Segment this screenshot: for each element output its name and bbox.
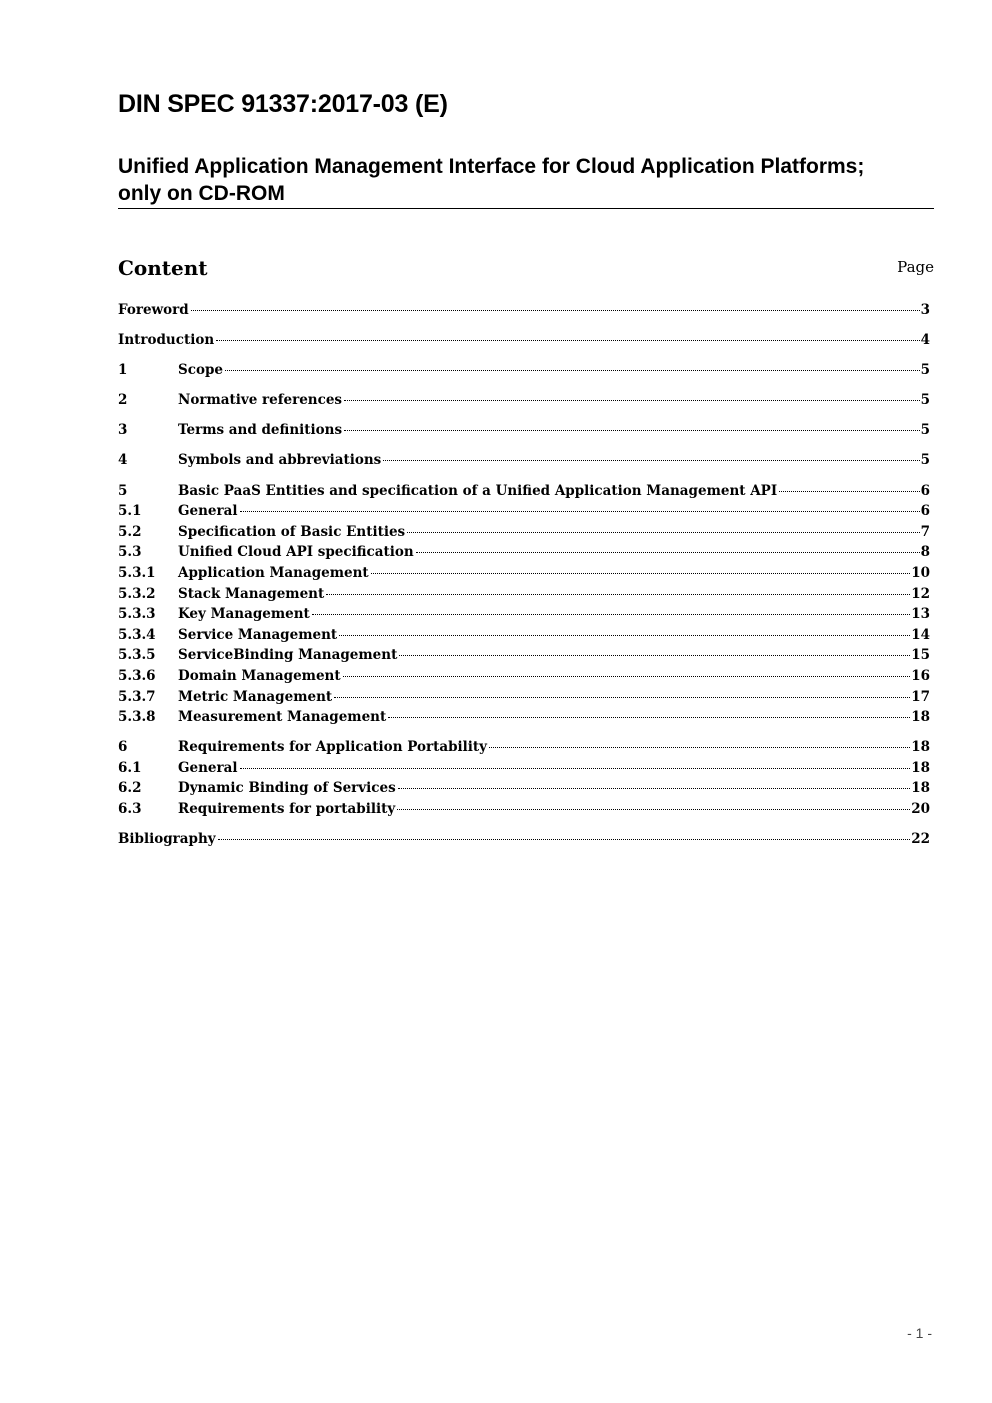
toc-entry[interactable] <box>118 707 930 728</box>
toc-entry-title[interactable]: Scope <box>178 362 224 379</box>
toc-dot-leader <box>383 459 919 461</box>
toc-entry-page[interactable]: 17 <box>911 688 930 705</box>
toc-dot-leader <box>344 429 920 431</box>
document-title-line-2: only on CD-ROM <box>118 182 285 205</box>
toc-dot-leader <box>240 510 920 512</box>
toc-entry-page[interactable]: 15 <box>911 647 930 664</box>
toc-dot-leader <box>344 399 920 401</box>
toc-entry[interactable] <box>118 522 930 543</box>
toc-dot-leader <box>398 787 911 789</box>
toc-entry-page[interactable]: 10 <box>911 564 930 581</box>
toc-entry-page[interactable]: 16 <box>911 667 930 684</box>
toc-entry-title[interactable]: Measurement Management <box>178 709 387 726</box>
toc-entry-title[interactable]: Introduction <box>118 332 215 349</box>
toc-entry-page[interactable]: 18 <box>911 739 930 756</box>
toc-entry-title[interactable]: Key Management <box>178 606 310 623</box>
toc-entry[interactable] <box>118 390 930 411</box>
toc-dot-leader <box>334 696 910 698</box>
toc-entry-title[interactable]: General <box>178 503 238 520</box>
toc-entry[interactable] <box>118 481 930 502</box>
toc-dot-leader <box>312 613 910 615</box>
toc-entry-page[interactable]: 7 <box>920 523 930 540</box>
toc-entry-title[interactable]: Service Management <box>178 626 338 643</box>
toc-entry-number: 6.2 <box>118 780 142 797</box>
toc-dot-leader <box>399 654 910 656</box>
toc-entry-page[interactable]: 13 <box>911 606 930 623</box>
toc-entry-number: 6 <box>118 739 128 756</box>
toc-entry-title[interactable]: Metric Management <box>178 688 333 705</box>
toc-entry-page[interactable]: 6 <box>920 503 930 520</box>
toc-dot-leader <box>240 767 911 769</box>
toc-dot-leader <box>339 634 910 636</box>
toc-entry-number: 6.3 <box>118 800 142 817</box>
toc-dot-leader <box>388 716 910 718</box>
toc-entry[interactable] <box>118 584 930 605</box>
toc-entry[interactable] <box>118 666 930 687</box>
toc-heading: Content <box>118 256 208 280</box>
toc-entry[interactable] <box>118 829 930 850</box>
toc-entry-title[interactable]: Unified Cloud API specification <box>178 544 414 561</box>
toc-entry-title[interactable]: Bibliography <box>118 831 216 848</box>
toc-entry-title[interactable]: Requirements for Application Portability <box>178 739 487 756</box>
toc-entry[interactable] <box>118 778 930 799</box>
toc-entry-number: 5.1 <box>118 503 142 520</box>
toc-entry-number: 5.3.7 <box>118 688 156 705</box>
toc-entry[interactable] <box>118 450 930 471</box>
toc-entry-number: 2 <box>118 392 128 409</box>
toc-entry[interactable] <box>118 645 930 666</box>
toc-entry-page[interactable]: 18 <box>911 780 930 797</box>
toc-entry[interactable] <box>118 799 930 820</box>
toc-entry[interactable] <box>118 330 930 351</box>
toc-entry-page[interactable]: 5 <box>920 362 930 379</box>
toc-entry[interactable] <box>118 758 930 779</box>
toc-entry-title[interactable]: Dynamic Binding of Services <box>178 780 396 797</box>
toc-entry-title[interactable]: ServiceBinding Management <box>178 647 398 664</box>
toc-entry-title[interactable]: Domain Management <box>178 667 341 684</box>
toc-dot-leader <box>191 309 920 311</box>
toc-entry-page[interactable]: 5 <box>920 452 930 469</box>
toc-entry-number: 5.3.4 <box>118 626 156 643</box>
toc-entry-number: 5.3.6 <box>118 667 156 684</box>
toc-entry-page[interactable]: 18 <box>911 709 930 726</box>
toc-entry-page[interactable]: 5 <box>920 392 930 409</box>
toc-entry-title[interactable]: Stack Management <box>178 585 325 602</box>
toc-entry-number: 6.1 <box>118 759 142 776</box>
toc-entry-page[interactable]: 6 <box>920 482 930 499</box>
toc-dot-leader <box>397 808 910 810</box>
toc-entry-number: 5.3.1 <box>118 564 156 581</box>
toc-entry[interactable] <box>118 360 930 381</box>
toc-entry-number: 5.3.3 <box>118 606 156 623</box>
toc-entry[interactable] <box>118 300 930 321</box>
toc-dot-leader <box>371 572 911 574</box>
toc-entry-page[interactable]: 12 <box>911 585 930 602</box>
toc-entry-title[interactable]: Requirements for portability <box>178 800 396 817</box>
toc-entry-number: 5 <box>118 482 128 499</box>
toc-entry-page[interactable]: 4 <box>920 332 930 349</box>
document-title <box>118 153 934 209</box>
toc-entry-page[interactable]: 20 <box>911 800 930 817</box>
toc-entry-title[interactable]: Symbols and abbreviations <box>178 452 382 469</box>
toc-entry[interactable] <box>118 625 930 646</box>
toc-entry-page[interactable]: 5 <box>920 422 930 439</box>
toc-entry[interactable] <box>118 604 930 625</box>
toc-entry-title[interactable]: General <box>178 759 238 776</box>
toc-dot-leader <box>326 593 910 595</box>
toc-dot-leader <box>407 531 919 533</box>
toc-page-column-label: Page <box>897 258 934 276</box>
toc-entry-page[interactable]: 18 <box>911 759 930 776</box>
toc-entry[interactable] <box>118 501 930 522</box>
toc-entry[interactable] <box>118 563 930 584</box>
toc-entry-number: 5.3.8 <box>118 709 156 726</box>
toc-entry[interactable] <box>118 687 930 708</box>
toc-dot-leader <box>216 339 919 341</box>
toc-entry[interactable] <box>118 542 930 563</box>
toc-entry-page[interactable]: 14 <box>911 626 930 643</box>
toc-dot-leader <box>343 675 911 677</box>
document-id: DIN SPEC 91337:2017-03 (E) <box>118 90 448 118</box>
toc-entry-number: 1 <box>118 362 128 379</box>
toc-entry-title[interactable]: Terms and definitions <box>178 422 343 439</box>
toc-entry-page[interactable]: 8 <box>920 544 930 561</box>
toc-entry-number: 5.3.2 <box>118 585 156 602</box>
toc-entry[interactable] <box>118 420 930 441</box>
toc-entry[interactable] <box>118 737 930 758</box>
toc-entry-title[interactable]: Basic PaaS Entities and specification of a Unified Application Management API <box>178 482 778 499</box>
toc-entry-page[interactable]: 22 <box>911 831 930 848</box>
page-number: - 1 - <box>907 1325 932 1341</box>
toc-entry-page[interactable]: 3 <box>920 302 930 318</box>
toc-entry-title[interactable]: Normative references <box>178 392 343 409</box>
toc-entry-number: 4 <box>118 452 128 469</box>
toc-entry-number: 5.2 <box>118 523 142 540</box>
toc-dot-leader <box>218 838 911 840</box>
toc-dot-leader <box>779 490 919 492</box>
toc-entry-title[interactable]: Application Management <box>178 564 369 581</box>
table-of-contents <box>118 300 930 850</box>
document-title-line-1: Unified Application Management Interface for Cloud Application Platforms; <box>118 155 865 178</box>
toc-entry-title[interactable]: Foreword <box>118 302 189 318</box>
toc-entry-title[interactable]: Specification of Basic Entities <box>178 523 406 540</box>
toc-entry-number: 5.3 <box>118 544 142 561</box>
toc-entry-number: 3 <box>118 422 128 439</box>
toc-dot-leader <box>416 551 920 553</box>
toc-dot-leader <box>225 369 920 371</box>
toc-dot-leader <box>489 746 910 748</box>
toc-entry-number: 5.3.5 <box>118 647 156 664</box>
